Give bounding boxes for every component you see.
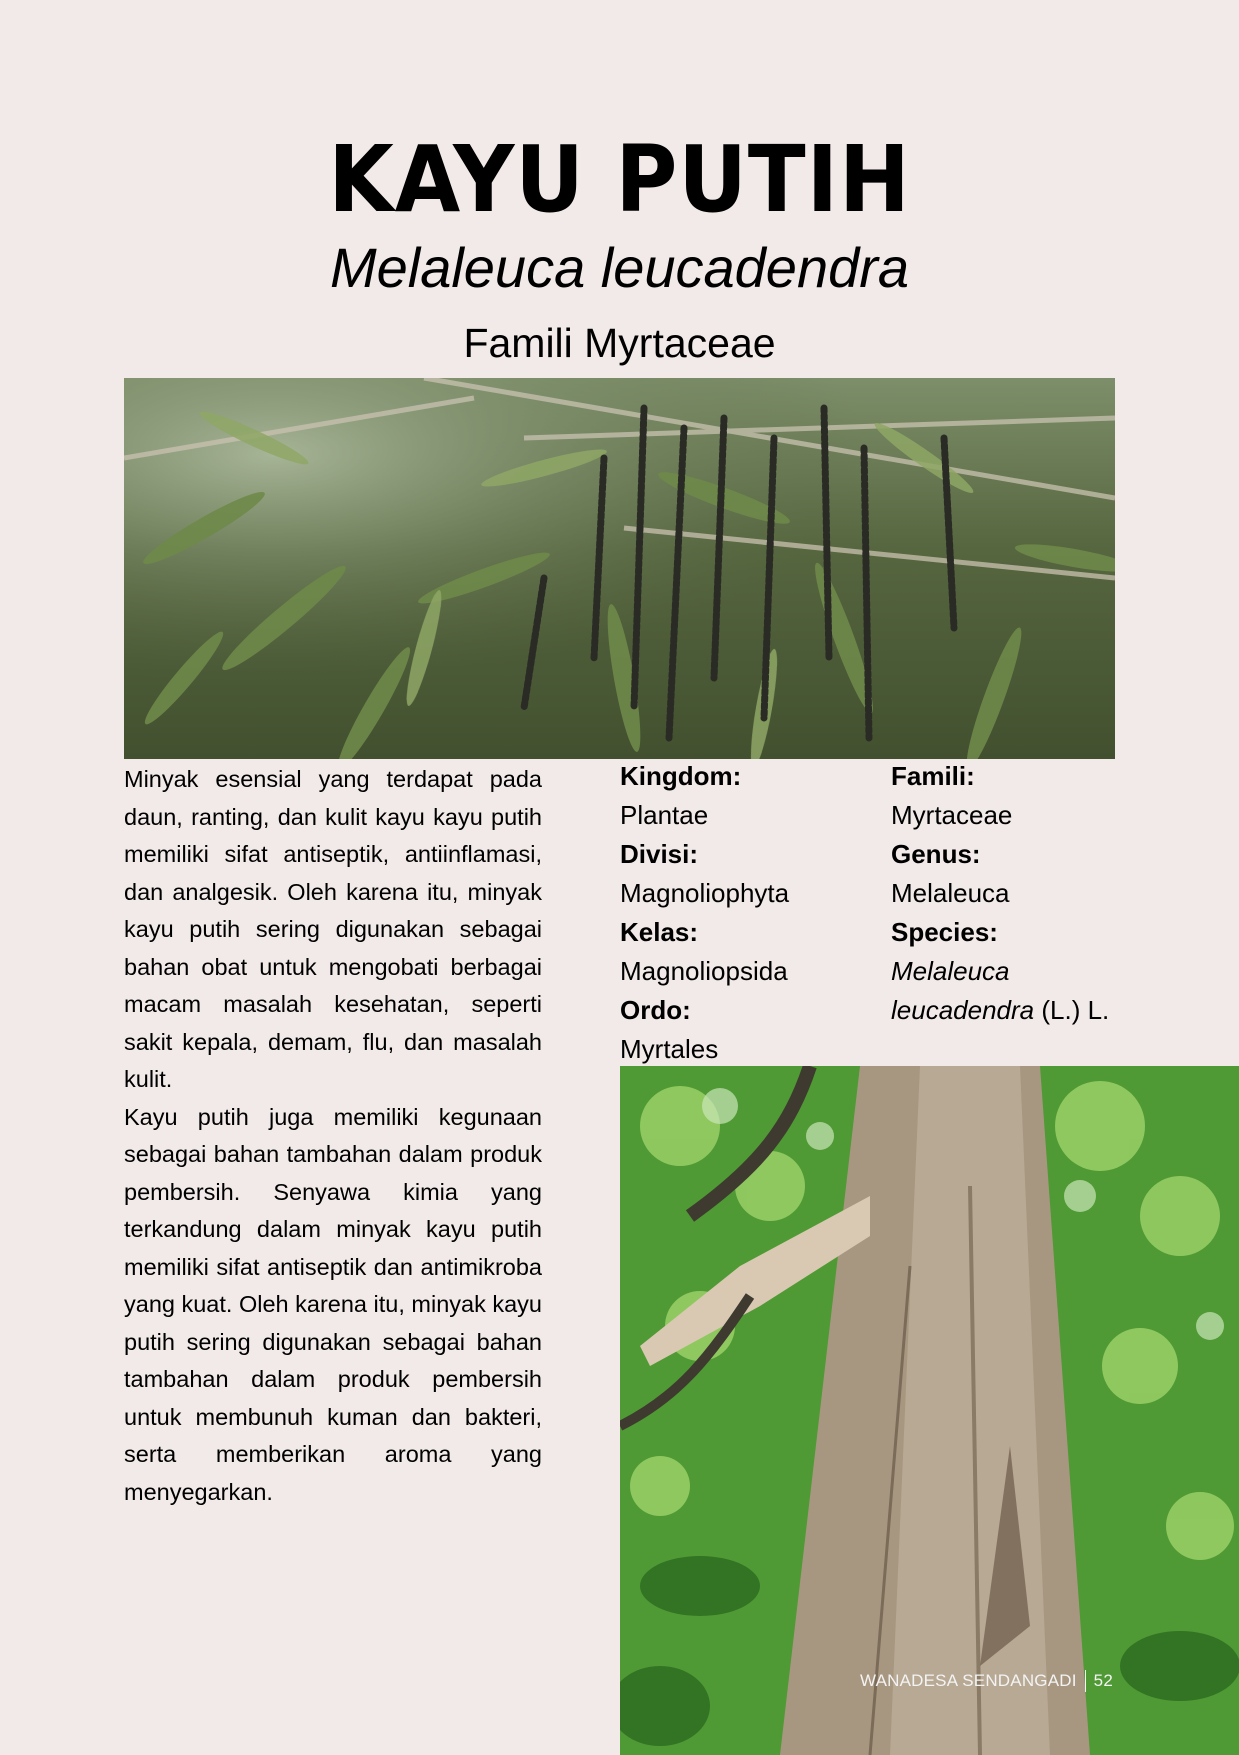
kingdom-label: Kingdom: — [620, 761, 742, 791]
page-footer — [860, 1669, 1113, 1693]
taxonomy-column-left — [620, 757, 870, 1069]
species-label: Species: — [891, 917, 998, 947]
species-value — [891, 952, 1151, 991]
kelas-label: Kelas: — [620, 917, 699, 947]
publication-name: WANADESA SENDANGADI — [860, 1671, 1077, 1690]
kelas-value: Magnoliopsida — [620, 956, 788, 986]
photo-tree-trunk — [620, 1066, 1239, 1755]
genus-label: Genus: — [891, 839, 981, 869]
ordo-value: Myrtales — [620, 1034, 719, 1064]
family-subtitle: Famili Myrtaceae — [463, 320, 776, 366]
species-value-line-2 — [891, 991, 1151, 1030]
famili-value: Myrtaceae — [891, 800, 1013, 830]
scientific-name: Melaleuca leucadendra — [329, 236, 910, 299]
taxonomy-column-right — [891, 757, 1151, 1030]
page-title: KAYU PUTIH — [328, 126, 911, 233]
genus-value: Melaleuca — [891, 878, 1010, 908]
description-paragraph-1: Minyak esensial yang terdapat pada daun, ranting, dan kulit kayu kayu putih memiliki sifat antiseptik, antiinflamasi, dan analgesik. Oleh karena itu, minyak kayu putih sering digunakan sebagai bahan obat untuk mengobati berbagai macam masalah kesehatan, seperti sakit kepala, demam, flu, dan masalah kulit. — [124, 766, 542, 1092]
divisi-value: Magnoliophyta — [620, 878, 790, 908]
photo-branches-fruits — [124, 378, 1115, 759]
description-paragraph-2: Kayu putih juga memiliki kegunaan sebagai bahan tambahan dalam produk pembersih. Senyawa kimia yang terkandung dalam minyak kayu putih memiliki sifat antiseptik dan antimikroba yang kuat. Oleh karena itu, minyak kayu putih sering digunakan sebagai bahan tambahan dalam produk pembersih untuk membunuh kuman dan bakteri, serta memberikan aroma yang menyegarkan. — [124, 1103, 542, 1505]
page-number: 52 — [1093, 1671, 1113, 1690]
ordo-label: Ordo: — [620, 995, 691, 1025]
footer-divider — [1085, 1670, 1086, 1692]
species-author: (L.) L. — [1034, 995, 1110, 1025]
kingdom-value: Plantae — [620, 800, 709, 830]
divisi-label: Divisi: — [620, 839, 699, 869]
species-epithet: leucadendra — [891, 995, 1035, 1025]
species-genus: Melaleuca — [891, 956, 1010, 986]
famili-label: Famili: — [891, 761, 975, 791]
description-text — [124, 761, 542, 1511]
